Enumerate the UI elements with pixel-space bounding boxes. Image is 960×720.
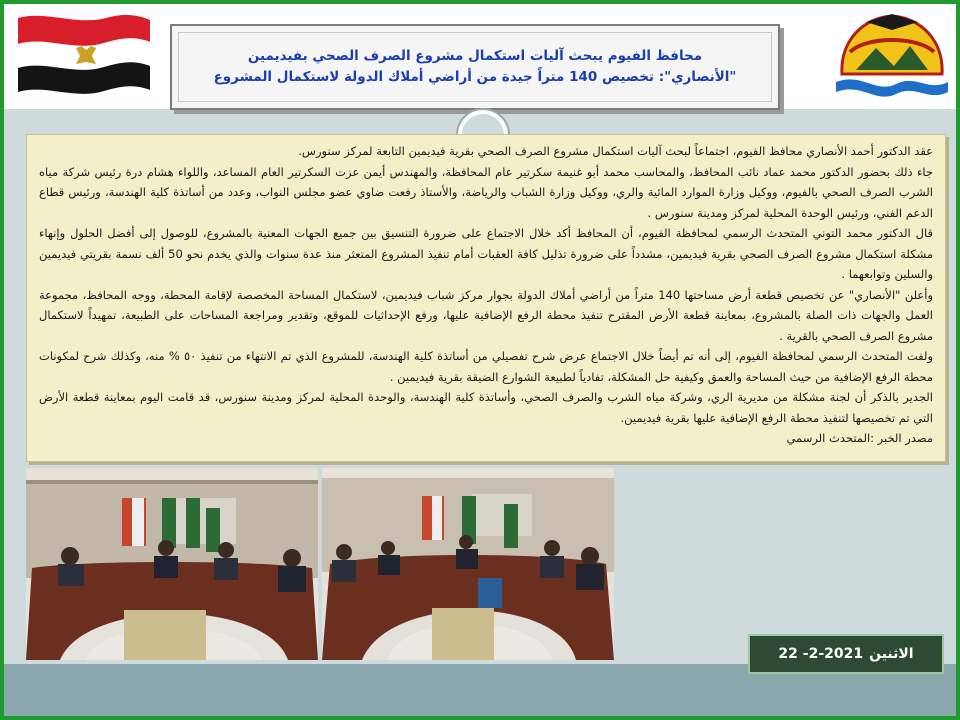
- headline-box: [170, 24, 780, 110]
- article-paragraph: عقد الدكتور أحمد الأنصاري محافظ الفيوم، اجتماعاً لبحث آليات استكمال مشروع الصرف الصحي بقرية فيديمين التابعة لمركز سنورس.: [298, 144, 933, 158]
- date-day: الاثنين: [869, 646, 914, 662]
- article-paragraph: جاء ذلك بحضور الدكتور محمد عماد نائب المحافظ، والمحاسب محمد أبو غنيمة سكرتير عام المحافظة، والمهندس أيمن عزت السكرتير العام المساعد، واللواء هشام درة رئيس شركة مياه الشرب الصرف الصحي بالفيوم، ووكيل وزارة الموارد المائية والري، ووكيل وزارة الشباب والرياضة، والأستاذ رفعت ضاوي عضو مجلس النواب، وعدد من أساتذة كلية الهندسة، ورئيس قطاع الدعم الفني، ورئيس الوحدة المحلية لمركز ومدينة سنورس .: [39, 164, 933, 220]
- article-paragraph: ولفت المتحدث الرسمي لمحافظة الفيوم، إلى أنه تم أيضاً خلال الاجتماع عرض شرح تفصيلي من أساتذة كلية الهندسة، للمشروع الذي تم الانتهاء من تنفيذ ٥٠ % منه، وكذلك شرح لمكونات محطة الرفع الإضافية من حيث المساحة والعمق وكيفية حل المشكلة، تفادياً لطبيعة الشوارع الضيقة بقرية فيديمين .: [39, 349, 933, 384]
- article-paragraph: وأعلن "الأنصاري" عن تخصيص قطعة أرض مساحتها 140 متراً من أراضي أملاك الدولة بجوار مركز شباب فيديمين، لاستكمال المساحة المخصصة لإقامة المحطة، ووجه المحافظ، مجموعة العمل والجهات ذات الصلة بالمشروع، بمعاينة قطعة الأرض المقترح تنفيذ محطة الرفع الإضافية عليها، ورفع الإحداثيات للموقع، وتقدير ومراجعة المساحات على الطبيعة، تمهيداً لاستكمال مشروع الصرف الصحي بالقرية .: [39, 287, 933, 343]
- news-source: مصدر الخبر :المتحدث الرسمي: [786, 431, 933, 445]
- meeting-photo-2: [322, 468, 614, 660]
- headline-line-2: "الأنصاري": تخصيص 140 متراً جيدة من أراضي أملاك الدولة لاستكمال المشروع: [213, 69, 737, 85]
- headline-line-1: محافظ الفيوم يبحث آليات استكمال مشروع الصرف الصحي بفيديمين: [247, 48, 703, 64]
- governorate-logo-icon: [836, 12, 948, 106]
- date-badge: [748, 634, 944, 674]
- article-body: [26, 134, 946, 462]
- date-value: 22 -2-2021: [778, 646, 864, 662]
- meeting-photo-1: [26, 468, 318, 660]
- article-paragraph: الجدير بالذكر أن لجنة مشكلة من مديرية الري، وشركة مياه الشرب والصرف الصحي، وأساتذة كلية الهندسة، والوحدة المحلية لمركز ومدينة سنورس، قد قامت اليوم بمعاينة قطعة الأرض التي تم تخصيصها لتنفيذ محطة الرفع الإضافية عليها بقرية فيديمين.: [39, 390, 933, 425]
- article-paragraph: قال الدكتور محمد التوني المتحدث الرسمي لمحافظة الفيوم، أن المحافظ أكد خلال الاجتماع على ضرورة التنسيق بين جميع الجهات المعنية بالمشروع، للوصول إلى أفضل الحلول وإنهاء مشكلة استكمال مشروع الصرف الصحي بقرية فيديمين، مشدداً على ضرورة تذليل كافة العقبات أمام تنفيذ المشروع المتعثر منذ عدة سنوات والذي يخدم نحو 50 ألف نسمة بقريتي فيديمين والسلين وتوابعهما .: [39, 226, 933, 281]
- egypt-flag-icon: [16, 10, 152, 98]
